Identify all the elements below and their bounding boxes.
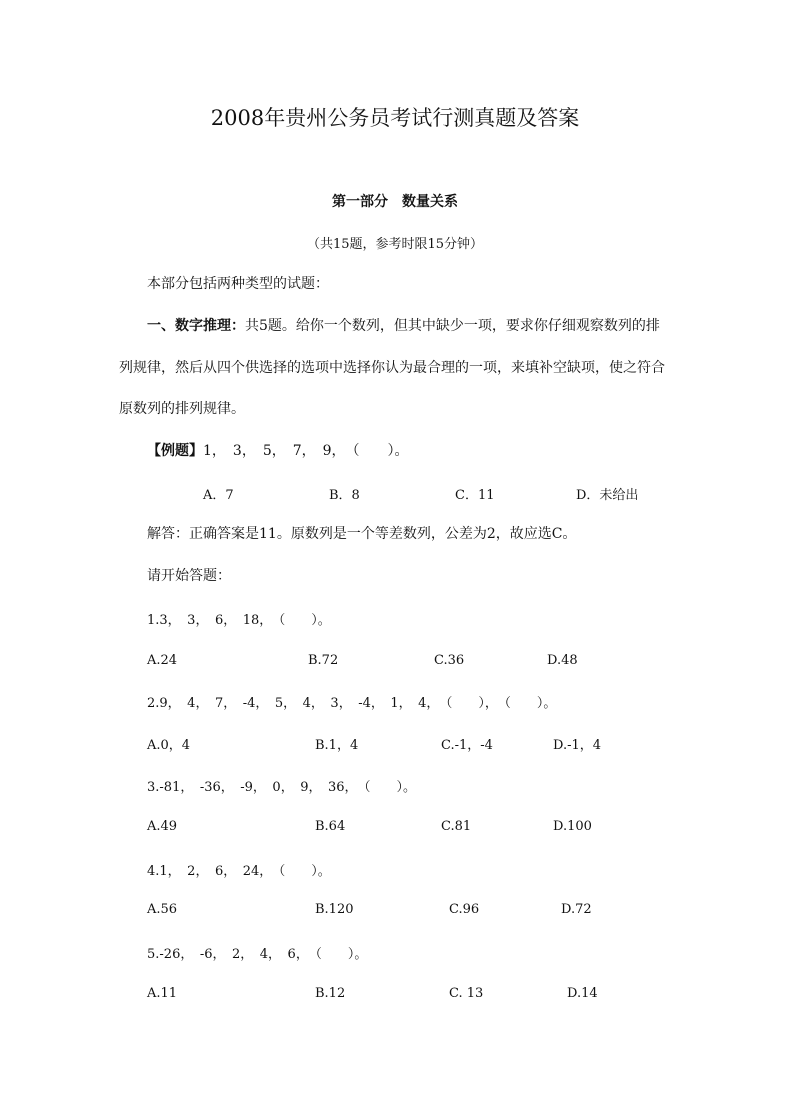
question-4-option-c: C.96 — [449, 902, 480, 917]
question-5-option-d: D.14 — [567, 986, 598, 1001]
section1-text-1: 共5题。给你一个数列，但其中缺少一项，要求你仔细观察数列的排 — [245, 318, 660, 334]
question-2-stem: 2.9， 4， 7， -4， 5， 4， 3， -4， 1， 4， （ ）， （ ）。 — [147, 696, 557, 711]
question-3-option-b: B.64 — [315, 819, 346, 834]
example-label: 【例题】 — [147, 443, 203, 459]
page-title: 2008年贵州公务员考试行测真题及答案 — [210, 106, 580, 130]
part-heading: 第一部分 数量关系 — [332, 194, 458, 210]
example-sequence: 1， 3， 5， 7， 9， （ ）。 — [203, 443, 409, 459]
section1-label: 一、数字推理： — [147, 318, 245, 334]
answer-explanation: 解答：正确答案是11。原数列是一个等差数列，公差为2，故应选C。 — [147, 526, 577, 542]
question-5-option-a: A.11 — [147, 986, 178, 1001]
section1-text-3: 原数列的排列规律。 — [119, 401, 245, 417]
question-3-stem: 3.-81， -36， -9， 0， 9， 36， （ ）。 — [147, 780, 417, 795]
section1-paragraph-line1 — [147, 316, 660, 336]
question-3-option-d: D.100 — [553, 819, 592, 834]
question-5-stem: 5.-26， -6， 2， 4， 6， （ ）。 — [147, 947, 368, 962]
question-5-option-c: C. 13 — [449, 986, 484, 1001]
question-4-option-b: B.120 — [315, 902, 354, 917]
question-3-option-c: C.81 — [441, 819, 472, 834]
part-note: （共15题，参考时限15分钟） — [306, 237, 484, 252]
question-2-option-d: D.-1，4 — [553, 738, 602, 753]
question-5-option-b: B.12 — [315, 986, 346, 1001]
question-4-option-d: D.72 — [561, 902, 592, 917]
question-1-option-c: C.36 — [434, 653, 465, 668]
question-2-option-b: B.1，4 — [315, 738, 359, 753]
question-4-option-a: A.56 — [147, 902, 178, 917]
question-1-stem: 1.3， 3， 6， 18， （ ）。 — [147, 613, 331, 628]
question-2-option-a: A.0，4 — [147, 738, 191, 753]
example-option-d: D．未给出 — [576, 488, 639, 503]
start-prompt: 请开始答题： — [147, 568, 231, 584]
question-2-option-c: C.-1，-4 — [441, 738, 493, 753]
intro-text: 本部分包括两种类型的试题： — [147, 276, 329, 292]
example-option-c: C．11 — [455, 488, 495, 503]
example-line — [147, 441, 409, 461]
question-1-option-d: D.48 — [547, 653, 578, 668]
section1-text-2: 列规律，然后从四个供选择的选项中选择你认为最合理的一项，来填补空缺项，使之符合 — [119, 360, 665, 376]
question-1-option-b: B.72 — [308, 653, 339, 668]
question-1-option-a: A.24 — [147, 653, 178, 668]
question-3-option-a: A.49 — [147, 819, 178, 834]
example-option-a: A．7 — [203, 488, 234, 503]
example-option-b: B．8 — [329, 488, 360, 503]
question-4-stem: 4.1， 2， 6， 24， （ ）。 — [147, 864, 331, 879]
